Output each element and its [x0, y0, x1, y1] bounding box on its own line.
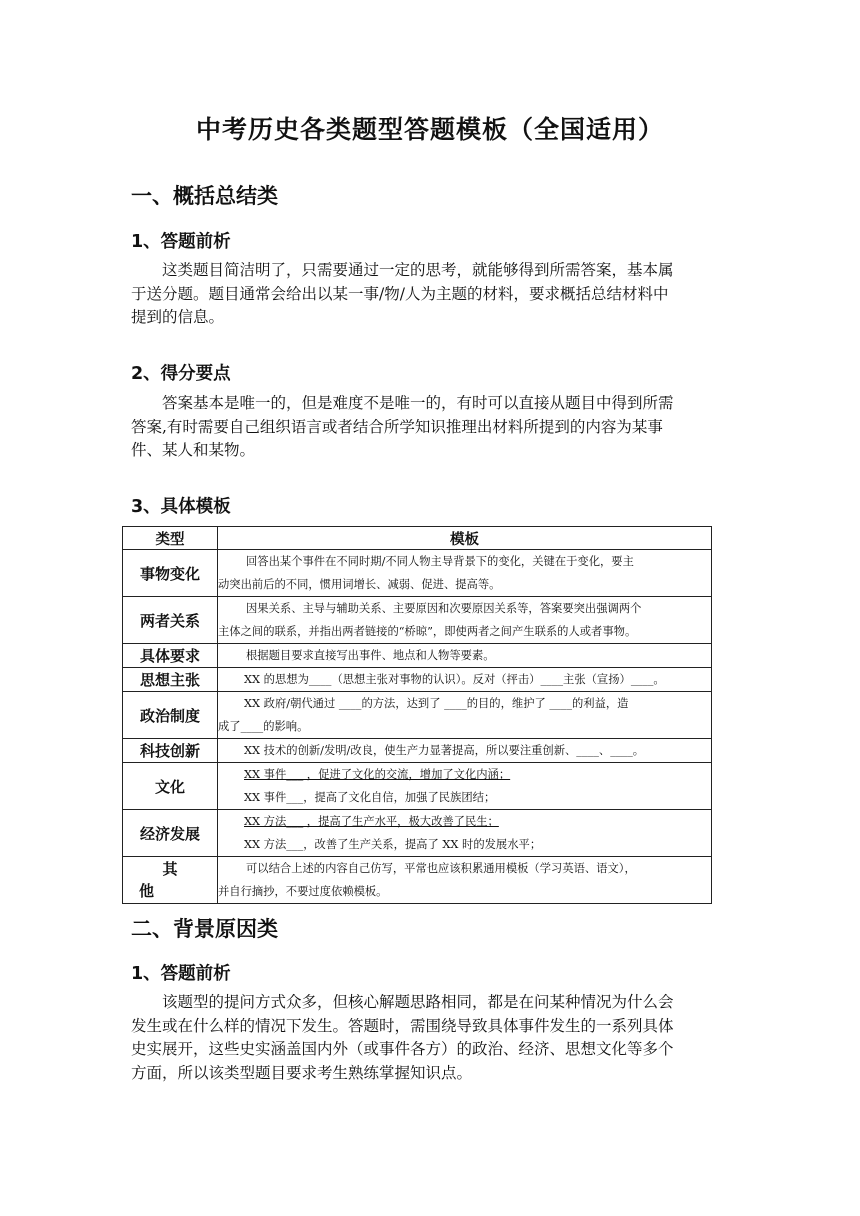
- template-cell: [218, 597, 712, 644]
- template-cell: [218, 857, 712, 904]
- template-line: 因果关系、主导与辅助关系、主要原因和次要原因关系等，答案要突出强调两个: [246, 602, 642, 615]
- section-2-heading: 二、背景原因类: [131, 917, 278, 941]
- template-cell: [218, 763, 712, 810]
- template-line: 动突出前后的不同，惯用词增长、减弱、促进、提高等。: [218, 578, 501, 591]
- paragraph-line: 答案基本是唯一的，但是难度不是唯一的，有时可以直接从题目中得到所需: [162, 394, 674, 412]
- table-row: [123, 668, 712, 692]
- paragraph-line: 发生或在什么样的情况下发生。答题时，需围绕导致具体事件发生的一系列具体: [131, 1016, 674, 1035]
- table-row: [123, 857, 712, 904]
- paragraph-line: 于送分题。题目通常会给出以某一事/物/人为主题的材料，要求概括总结材料中: [131, 284, 669, 303]
- section-1-sub-2-paragraph: [131, 392, 731, 463]
- template-cell: [218, 692, 712, 739]
- paragraph-line: 这类题目简洁明了，只需要通过一定的思考，就能够得到所需答案，基本属: [162, 261, 674, 279]
- paragraph-line: 史实展开，这些史实涵盖国内外（或事件各方）的政治、经济、思想文化等多个: [131, 1040, 674, 1058]
- template-line: 回答出某个事件在不同时期/不同人物主导背景下的变化，关键在于变化，要主: [246, 555, 634, 568]
- paragraph-line: 方面，所以该类型题目要求考生熟练掌握知识点。: [131, 1063, 473, 1082]
- type-cell: 科技创新: [123, 739, 218, 763]
- template-line: XX 方法___，改善了生产关系，提高了 XX 时的发展水平；: [244, 838, 542, 851]
- type-cell: 政治制度: [123, 692, 218, 739]
- template-line: XX 政府/朝代通过 ____的方法，达到了 ____的目的，维护了 ____的利益，造: [244, 697, 629, 710]
- section-1-sub-3-heading: 3、具体模板: [131, 497, 231, 517]
- paragraph-line: 该题型的提问方式众多，但核心解题思路相同，都是在问某种情况为什么会: [162, 993, 674, 1011]
- template-table: [122, 526, 712, 904]
- template-cell: [218, 644, 712, 668]
- column-header-template: 模板: [218, 527, 712, 550]
- template-cell: [218, 739, 712, 763]
- table-header-row: [123, 527, 712, 550]
- section-1-sub-1-paragraph: [131, 259, 731, 330]
- type-cell: 两者关系: [123, 597, 218, 644]
- section-1-heading: 一、概括总结类: [131, 184, 278, 208]
- template-line: 成了____的影响。: [218, 720, 309, 733]
- section-2-sub-1-paragraph: [131, 991, 731, 1085]
- section-1-sub-2-heading: 2、得分要点: [131, 364, 231, 384]
- template-line: XX 事件___ ，促进了文化的交流，增加了文化内涵；: [244, 768, 511, 781]
- type-cell-line: 其: [162, 860, 178, 878]
- paragraph-line: 答案,有时需要自己组织语言或者结合所学知识推理出材料所提到的内容为某事: [131, 417, 663, 436]
- type-cell-line: 他: [139, 882, 155, 900]
- section-2-sub-1-heading: 1、答题前析: [131, 964, 231, 984]
- template-cell: [218, 810, 712, 857]
- type-cell: 思想主张: [123, 668, 218, 692]
- table-row: [123, 550, 712, 597]
- template-line: 根据题目要求直接写出事件、地点和人物等要素。: [246, 649, 495, 662]
- type-cell: [123, 857, 218, 904]
- template-line: XX 方法___ ，提高了生产水平，极大改善了民生；: [244, 815, 499, 828]
- table-row: [123, 692, 712, 739]
- table-row: [123, 763, 712, 810]
- template-line: XX 技术的创新/发明/改良，使生产力显著提高，所以要注重创新、____、____。: [244, 744, 645, 757]
- paragraph-line: 件、某人和某物。: [131, 441, 256, 459]
- type-cell: 经济发展: [123, 810, 218, 857]
- template-line: 并自行摘抄，不要过度依赖模板。: [218, 885, 388, 898]
- type-cell: 事物变化: [123, 550, 218, 597]
- paragraph-line: 提到的信息。: [131, 308, 225, 326]
- template-cell: [218, 550, 712, 597]
- template-line: 可以结合上述的内容自己仿写，平常也应该积累通用模板（学习英语、语文），: [246, 862, 636, 875]
- table-row: [123, 810, 712, 857]
- template-line: 主体之间的联系，并指出两者链接的“桥晾”，即使两者之间产生联系的人或者事物。: [218, 625, 637, 638]
- document-title: 中考历史各类题型答题模板（全国适用）: [195, 115, 664, 144]
- template-cell: [218, 668, 712, 692]
- template-line: XX 事件___，提高了文化自信，加强了民族团结；: [244, 791, 496, 804]
- table-row: [123, 597, 712, 644]
- type-cell: 文化: [123, 763, 218, 810]
- section-1-sub-1-heading: 1、答题前析: [131, 232, 231, 252]
- table-row: [123, 739, 712, 763]
- template-line: XX 的思想为____（思想主张对事物的认识）。反对（抨击）____主张（宣扬）____。: [244, 673, 665, 686]
- table-row: [123, 644, 712, 668]
- type-cell: 具体要求: [123, 644, 218, 668]
- column-header-type: 类型: [123, 527, 218, 550]
